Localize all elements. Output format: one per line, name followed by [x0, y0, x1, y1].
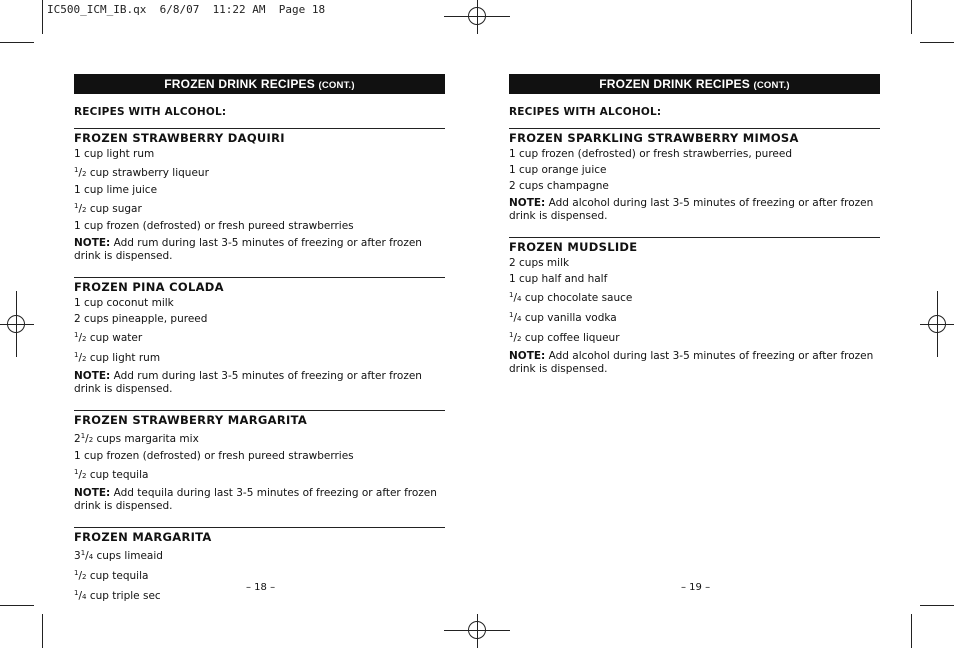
- ingredient-text: cups margarita mix: [93, 433, 199, 445]
- recipe-title: FROZEN MUDSLIDE: [509, 240, 638, 254]
- ingredient-text: 2 cups champagne: [509, 180, 609, 192]
- crop-mark-tl-h: [0, 42, 34, 43]
- fraction-numerator: 1: [74, 569, 79, 577]
- fraction-denominator: 2: [82, 573, 87, 581]
- ingredient-fraction: $^1$/4: [509, 291, 522, 304]
- note-label: NOTE:: [509, 197, 546, 209]
- crop-mark-tr-h: [920, 42, 954, 43]
- ingredient-line: [74, 545, 445, 565]
- page-number-18: – 18 –: [246, 582, 276, 593]
- ingredient-line: [74, 347, 445, 367]
- ingredient-whole: 3: [74, 550, 81, 562]
- fraction-denominator: 2: [82, 170, 87, 178]
- recipe-title: FROZEN MARGARITA: [74, 530, 212, 544]
- note-label: NOTE:: [509, 350, 546, 362]
- ingredient-line: [509, 327, 880, 347]
- ingredient-fraction: $^1$/2: [74, 202, 87, 215]
- section-header-title: FROZEN DRINK RECIPES: [164, 77, 315, 91]
- crop-mark-tr-v: [911, 0, 912, 34]
- fraction-denominator: 2: [517, 335, 522, 343]
- ingredient-line: [509, 255, 880, 271]
- ingredient-text: 1 cup half and half: [509, 273, 608, 285]
- ingredient-text: 1 cup light rum: [74, 148, 155, 160]
- ingredient-text: cup chocolate sauce: [521, 292, 633, 304]
- fraction-numerator: 1: [74, 351, 79, 359]
- ingredient-line: [509, 287, 880, 307]
- ingredient-line: [509, 307, 880, 327]
- crop-mark-bl-v: [42, 614, 43, 648]
- ingredient-line: [74, 182, 445, 198]
- fraction-numerator: 1: [80, 549, 86, 557]
- ingredient-fraction: $^1$/4: [509, 311, 522, 324]
- ingredient-line: [74, 448, 445, 464]
- ingredient-text: 1 cup frozen (defrosted) or fresh pureed strawberries: [74, 450, 354, 462]
- fraction-denominator: 4: [517, 315, 522, 323]
- recipe-block: [74, 128, 445, 263]
- ingredient-line: [74, 327, 445, 347]
- ingredient-text: 1 cup lime juice: [74, 184, 158, 196]
- recipe-block: [74, 277, 445, 396]
- section-header-bar: [74, 74, 445, 94]
- crop-mark-tl-v: [42, 0, 43, 34]
- note-text: Add alcohol during last 3-5 minutes of freezing or after frozen drink is dispensed.: [509, 197, 874, 222]
- recipe-title: FROZEN STRAWBERRY MARGARITA: [74, 413, 308, 427]
- fraction-numerator: 1: [509, 291, 514, 299]
- ingredient-text: cup tequila: [86, 469, 149, 481]
- recipe-block: [74, 410, 445, 513]
- section-header-cont: (CONT.): [318, 80, 355, 91]
- recipe-title: FROZEN STRAWBERRY DAQUIRI: [74, 131, 285, 145]
- fraction-numerator: 1: [74, 468, 79, 476]
- ingredient-text: cup triple sec: [86, 590, 161, 602]
- section-header-cont: (CONT.): [753, 80, 790, 91]
- fraction-denominator: 2: [82, 472, 87, 480]
- ingredient-fraction: $^1$/4: [80, 549, 94, 562]
- ingredient-text: cup sugar: [86, 203, 142, 215]
- ingredient-fraction: $^1$/2: [74, 569, 87, 582]
- note-label: NOTE:: [74, 487, 111, 499]
- ingredient-fraction: $^1$/2: [74, 331, 87, 344]
- ingredient-line: [74, 311, 445, 327]
- ingredient-line: [509, 146, 880, 162]
- ingredient-line: [74, 146, 445, 162]
- printer-slug: IC500_ICM_IB.qx 6/8/07 11:22 AM Page 18: [47, 3, 326, 16]
- note-text: Add alcohol during last 3-5 minutes of freezing or after frozen drink is dispensed.: [509, 350, 874, 375]
- crop-mark-br-v: [911, 614, 912, 648]
- section-header-title: FROZEN DRINK RECIPES: [599, 77, 750, 91]
- recipe-block: [509, 128, 880, 223]
- ingredient-fraction: $^1$/2: [80, 432, 94, 445]
- ingredient-line: [74, 162, 445, 182]
- recipe-note: [74, 487, 445, 513]
- fraction-denominator: 2: [82, 355, 87, 363]
- ingredient-text: 1 cup orange juice: [509, 164, 607, 176]
- registration-mark-top-icon: [468, 7, 486, 25]
- ingredient-text: cup light rum: [86, 352, 161, 364]
- fraction-denominator: 4: [88, 553, 94, 561]
- fraction-numerator: 1: [74, 166, 79, 174]
- ingredient-text: cup water: [86, 332, 143, 344]
- recipes-subheading: RECIPES WITH ALCOHOL:: [509, 106, 662, 118]
- fraction-denominator: 2: [82, 206, 87, 214]
- ingredient-text: cups limeaid: [93, 550, 163, 562]
- ingredient-line: [74, 295, 445, 311]
- ingredient-text: 1 cup coconut milk: [74, 297, 174, 309]
- ingredient-text: 2 cups milk: [509, 257, 570, 269]
- note-text: Add rum during last 3-5 minutes of freezing or after frozen drink is dispensed.: [74, 237, 422, 262]
- note-text: Add tequila during last 3-5 minutes of freezing or after frozen drink is dispensed.: [74, 487, 437, 512]
- note-label: NOTE:: [74, 370, 111, 382]
- ingredient-whole: 2: [74, 433, 81, 445]
- crop-mark-br-h: [920, 605, 954, 606]
- ingredient-line: [509, 162, 880, 178]
- fraction-denominator: 4: [517, 295, 522, 303]
- ingredient-fraction: $^1$/2: [74, 468, 87, 481]
- ingredient-fraction: $^1$/4: [74, 589, 87, 602]
- recipe-note: [74, 370, 445, 396]
- recipes-subheading: RECIPES WITH ALCOHOL:: [74, 106, 227, 118]
- fraction-denominator: 2: [82, 335, 87, 343]
- note-text: Add rum during last 3-5 minutes of freezing or after frozen drink is dispensed.: [74, 370, 422, 395]
- ingredient-fraction: $^1$/2: [74, 166, 87, 179]
- ingredient-text: 2 cups pineapple, pureed: [74, 313, 208, 325]
- ingredient-line: [74, 218, 445, 234]
- ingredient-text: cup vanilla vodka: [521, 312, 617, 324]
- note-label: NOTE:: [74, 237, 111, 249]
- recipe-block: [509, 237, 880, 376]
- fraction-denominator: 2: [88, 436, 94, 444]
- fraction-numerator: 1: [509, 311, 514, 319]
- recipe-note: [74, 237, 445, 263]
- ingredient-line: [74, 428, 445, 448]
- registration-mark-left-icon: [7, 315, 25, 333]
- ingredient-text: cup tequila: [86, 570, 149, 582]
- recipe-note: [509, 350, 880, 376]
- page-18-column: [74, 74, 445, 619]
- ingredient-text: cup coffee liqueur: [521, 332, 620, 344]
- ingredient-line: [74, 198, 445, 218]
- ingredient-text: cup strawberry liqueur: [86, 167, 209, 179]
- ingredient-line: [509, 178, 880, 194]
- page-number-19: – 19 –: [681, 582, 711, 593]
- fraction-denominator: 4: [82, 593, 87, 601]
- recipe-note: [509, 197, 880, 223]
- ingredient-line: [509, 271, 880, 287]
- registration-mark-right-icon: [928, 315, 946, 333]
- fraction-numerator: 1: [74, 589, 79, 597]
- section-header-bar: [509, 74, 880, 94]
- crop-mark-bl-h: [0, 605, 34, 606]
- ingredient-line: [74, 464, 445, 484]
- ingredient-text: 1 cup frozen (defrosted) or fresh pureed strawberries: [74, 220, 354, 232]
- ingredient-fraction: $^1$/2: [509, 331, 522, 344]
- ingredient-fraction: $^1$/2: [74, 351, 87, 364]
- recipe-title: FROZEN SPARKLING STRAWBERRY MIMOSA: [509, 131, 799, 145]
- fraction-numerator: 1: [80, 432, 86, 440]
- recipe-block: [74, 527, 445, 605]
- fraction-numerator: 1: [509, 331, 514, 339]
- fraction-numerator: 1: [74, 202, 79, 210]
- fraction-numerator: 1: [74, 331, 79, 339]
- registration-mark-bottom-icon: [468, 621, 486, 639]
- page-19-column: [509, 74, 880, 390]
- recipe-title: FROZEN PINA COLADA: [74, 280, 224, 294]
- ingredient-text: 1 cup frozen (defrosted) or fresh strawberries, pureed: [509, 148, 792, 160]
